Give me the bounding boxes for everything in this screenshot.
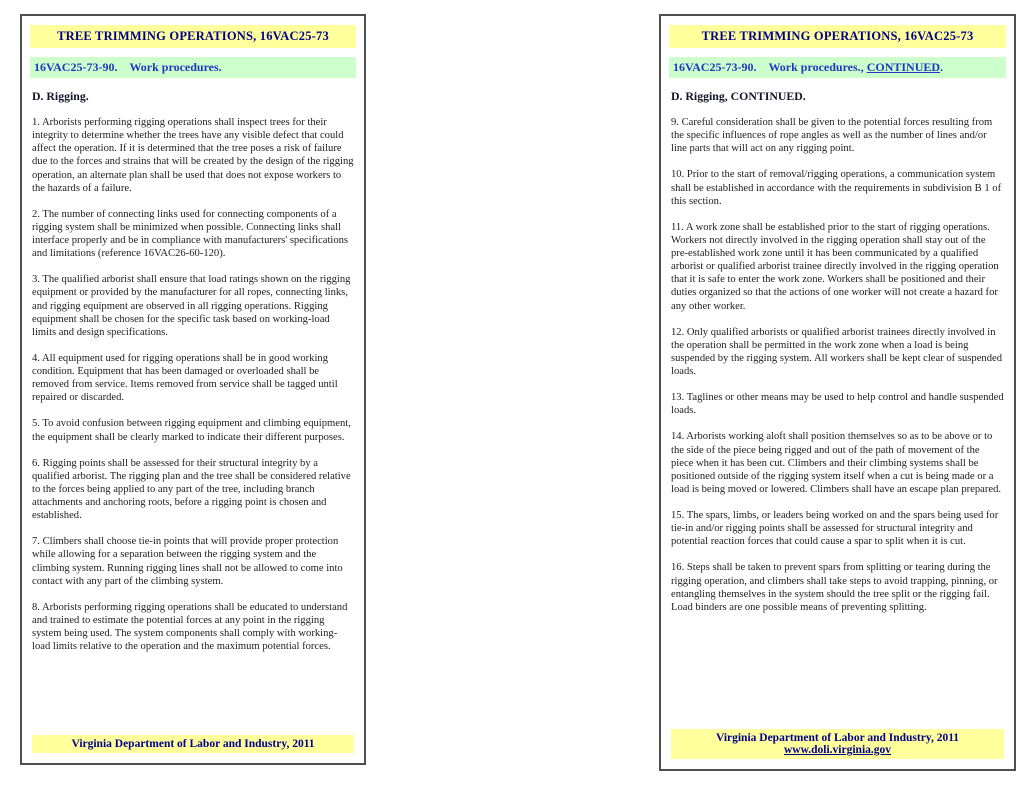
paragraph: 3. The qualified arborist shall ensure that load ratings shown on the rigging equipment or provided by the manufacturer for all ropes, connecting links, and rigging equipment are observed in all rigging operations. Rigging equipment shall be chosen for the specific task based on working-load limits and design specifications. xyxy=(32,274,351,338)
footer-text: Virginia Department of Labor and Industry, 2011 xyxy=(715,732,960,744)
paragraph: 9. Careful consideration shall be given to the potential forces resulting from the specific influences of rope angles as well as the number of lines and/or line parts that will act on any rigging point. xyxy=(671,117,993,155)
paragraph: 1. Arborists performing rigging operations shall inspect trees for their integrity to determine whether the trees have any visible defect that could affect the operation. If it is determined that the tree poses a risk of failure due to the forces and strains that will be created by the design of the rigging operation, an alternate plan shall be used that does not expose workers to the hazards of a failure. xyxy=(32,117,354,194)
section-label: Work procedures. xyxy=(129,60,222,74)
paragraph: 13. Taglines or other means may be used to help control and handle suspended loads. xyxy=(671,392,1004,417)
paragraph: 15. The spars, limbs, or leaders being worked on and the spars being used for tie-in and/or rigging points shall be assessed for structural integrity and potential reaction forces that could cause a spar to split when it is cut. xyxy=(671,510,999,548)
section-banner xyxy=(30,57,356,78)
subsection-heading: D. Rigging, CONTINUED. xyxy=(671,89,806,103)
section-number: 16VAC25-73-90. xyxy=(34,60,118,74)
paragraph: 10. Prior to the start of removal/rigging operations, a communication system shall be established in accordance with the requirements in subdivision B 1 of this section. xyxy=(671,169,1002,207)
section-label: Work procedures., xyxy=(768,60,864,74)
paragraph: 14. Arborists working aloft shall position themselves so as to be above or to the side of the piece being rigged and out of the path of movement of the piece when it has been cut. Climbers and their climbing systems shall be positioned outside of the rigging system itself when a cut is being made or a load is being moved or lowered. Climbers shall have an escape plan prepared. xyxy=(671,431,1002,495)
footer-url-link[interactable]: www.doli.virginia.gov xyxy=(783,744,892,756)
paragraph: 7. Climbers shall choose tie-in points that will provide proper protection while allowing for a separation between the rigging system and the climbing system. Running rigging lines shall not be allowed to come into contact with any part of the climbing system. xyxy=(32,536,343,587)
paragraph: 16. Steps shall be taken to prevent spars from splitting or tearing during the rigging operation, and climbers shall take steps to avoid trapping, pinning, or entangling themselves in the system should the tree split or the rigging fail. Load binders are one possible means of preventing splitting. xyxy=(671,562,998,613)
page-title: TREE TRIMMING OPERATIONS, 16VAC25-73 xyxy=(30,25,356,48)
subsection-heading: D. Rigging. xyxy=(32,89,89,103)
section-suffix: . xyxy=(940,60,944,74)
paragraph: 8. Arborists performing rigging operations shall be educated to understand and trained to estimate the potential forces at any point in the rigging system being used. The system components shall comply with working-load limits relative to the operation and the maximum potential forces. xyxy=(32,601,348,653)
page-title: TREE TRIMMING OPERATIONS, 16VAC25-73 xyxy=(669,25,1006,48)
document-page-right xyxy=(659,14,1016,771)
paragraph: 6. Rigging points shall be assessed for their structural integrity by a qualified arborist. The rigging plan and the tree shall be considered relative to the forces being applied to any part of the tree, including branch attachments and anchoring roots, before a rigging point is chosen and established. xyxy=(32,457,351,522)
paragraph: 11. A work zone shall be established prior to the start of rigging operations. Workers not directly involved in the rigging operation shall stay out of the pre-established work zone until it has been communicated by a qualified arborist or qualified arborist trainee directly involved in the rigging operation that it is safe to enter the work zone. Workers shall be positioned and their duties organized so that the actions of one worker will not create a hazard for any other worker. xyxy=(671,221,999,312)
paragraph: 5. To avoid confusion between rigging equipment and climbing equipment, the equipment shall be clearly marked to indicate their different purposes. xyxy=(32,418,351,443)
footer-text: Virginia Department of Labor and Industry, 2011 xyxy=(71,738,315,750)
footer-banner xyxy=(671,729,1004,759)
paragraph: 2. The number of connecting links used for connecting components of a rigging system shall be minimized when possible. Connecting links shall interface properly and be in compliance with manufacturers' specifications and limitations (reference 16VAC26-60-120). xyxy=(32,208,349,260)
paragraph: 12. Only qualified arborists or qualified arborist trainees directly involved in the operation shall be permitted in the work zone when a load is being suspended by the rigging system. All workers shall be kept clear of suspended loads. xyxy=(671,326,1002,377)
paragraph: 4. All equipment used for rigging operations shall be in good working condition. Equipment that has been damaged or overloaded shall be removed from service. Items removed from service shall be tagged until repaired or discarded. xyxy=(32,352,338,404)
section-number: 16VAC25-73-90. xyxy=(673,60,757,74)
document-page-left xyxy=(20,14,366,765)
footer-banner xyxy=(32,735,354,753)
section-continued-label: CONTINUED xyxy=(866,60,941,74)
body-paragraphs xyxy=(32,116,354,666)
body-paragraphs xyxy=(671,116,1004,627)
section-banner xyxy=(669,57,1006,78)
